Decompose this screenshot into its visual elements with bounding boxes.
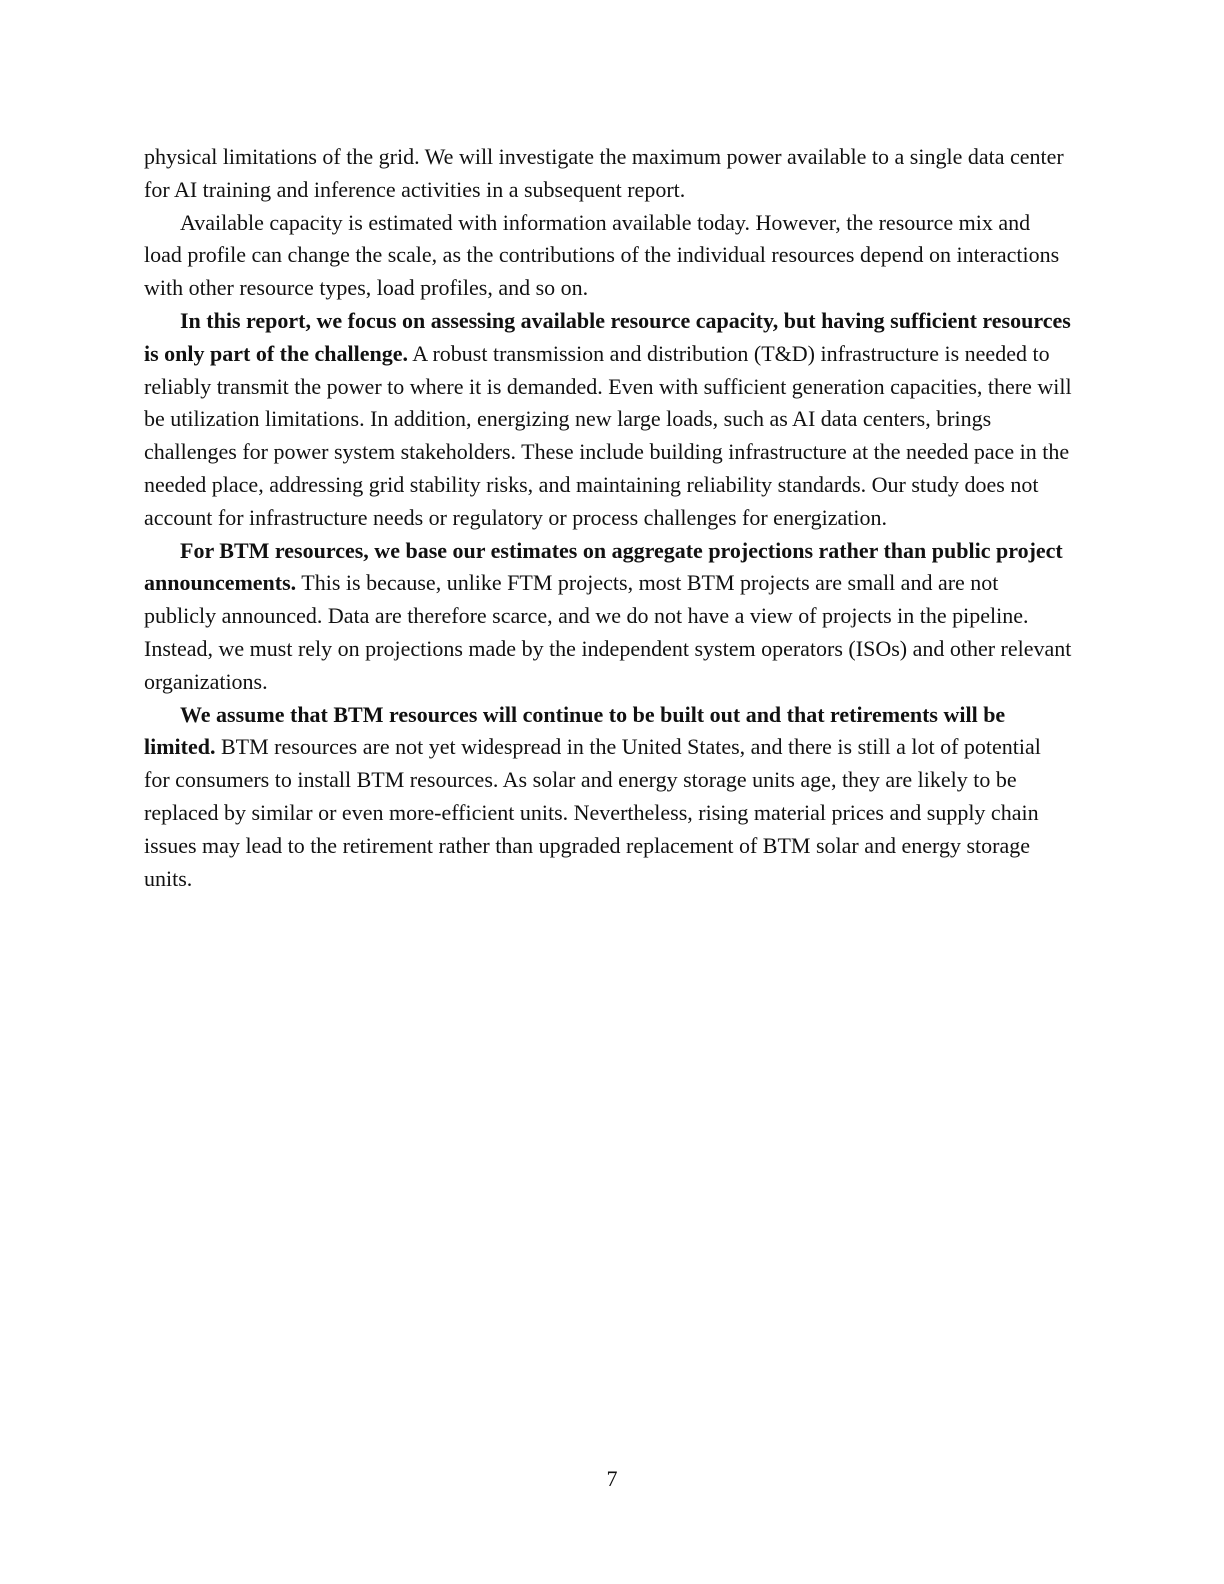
page-number: 7 (606, 1466, 618, 1491)
paragraph-text: Available capacity is estimated with information available today. However, the resource mix and load profile can change the scale, as the contributions of the individual resources depend on interactions with other resource types, load profiles, and so on. (144, 209, 1060, 301)
page-body (144, 141, 1072, 895)
paragraph-lead: In this report, we focus on assessing available resource capacity, but having sufficient resources is only part of the challenge. (144, 307, 1071, 366)
paragraph-available-capacity (144, 207, 1072, 305)
paragraph-text: physical limitations of the grid. We will investigate the maximum power available to a single data center for AI training and inference activities in a subsequent report. (144, 144, 1064, 202)
paragraph-lead: We assume that BTM resources will continue to be built out and that retirements will be limited. (144, 701, 1006, 760)
paragraph-lead: For BTM resources, we base our estimates on aggregate projections rather than public project announcements. (144, 537, 1063, 596)
paragraph-text: A robust transmission and distribution (T&D) infrastructure is needed to reliably transmit the power to where it is demanded. Even with sufficient generation capacities, there will be utilization limitations. In addition, energizing new large loads, such as AI data centers, brings challenges for power system stakeholders. These include building infrastructure at the needed pace in the needed place, addressing grid stability risks, and maintaining reliability standards. Our study does not account for infrastructure needs or regulatory or process challenges for energization. (144, 340, 1072, 530)
paragraph-continuation (144, 141, 1072, 207)
paragraph-btm-estimates (144, 535, 1072, 699)
paragraph-resource-capacity (144, 305, 1072, 535)
paragraph-btm-buildout (144, 699, 1072, 896)
paragraph-text: BTM resources are not yet widespread in the United States, and there is still a lot of potential for consumers to install BTM resources. As solar and energy storage units age, they are likely to be replaced by similar or even more-efficient units. Nevertheless, rising material prices and supply chain issues may lead to the retirement rather than upgraded replacement of BTM solar and energy storage units. (144, 734, 1041, 891)
paragraph-text: This is because, unlike FTM projects, most BTM projects are small and are not publicly announced. Data are therefore scarce, and we do not have a view of projects in the pipeline. Instead, we must rely on projections made by the independent system operators (ISOs) and other relevant organizations. (144, 570, 1072, 694)
